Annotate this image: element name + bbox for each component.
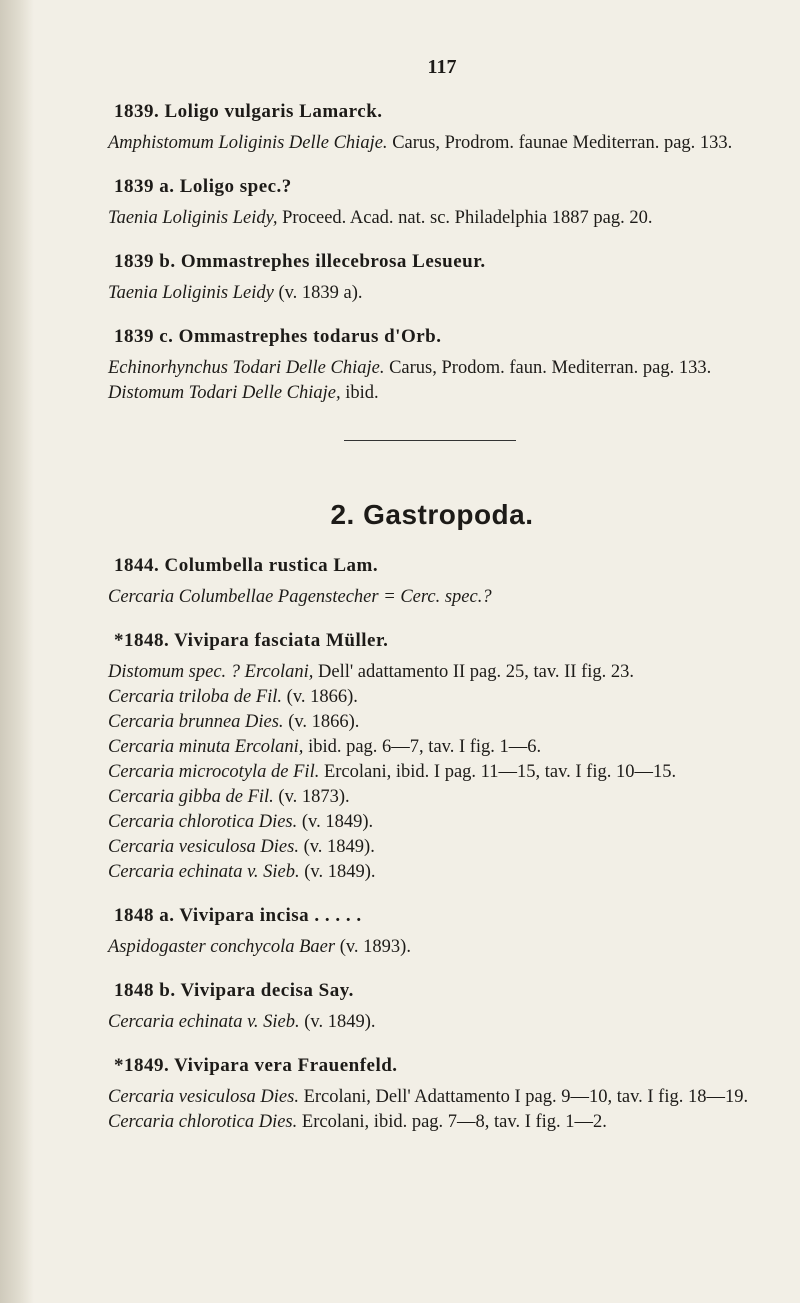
host-entry <box>108 174 756 231</box>
parasite-citation <box>108 660 756 685</box>
host-entry <box>108 1053 756 1135</box>
parasite-name: Aspidogaster conchycola Baer <box>108 937 336 957</box>
page-edge-shadow <box>0 0 34 1303</box>
section-title: 2. Gastropoda. <box>330 499 534 530</box>
reference-text: (v. 1866). <box>283 712 360 732</box>
parasite-name: Cercaria triloba de Fil. <box>108 687 283 707</box>
host-entry <box>108 249 756 306</box>
reference-text: Ercolani, ibid. I pag. 11—15, tav. I fig. 10—15. <box>319 762 677 782</box>
host-entry <box>108 628 756 885</box>
reference-text: Dell' adattamento II pag. 25, tav. II fig. 23. <box>313 662 635 682</box>
parasite-citation <box>108 810 756 835</box>
parasite-name: Cercaria vesiculosa Dies. <box>108 1087 299 1107</box>
reference-text: Carus, Prodrom. faunae Mediterran. pag. 133. <box>387 133 733 153</box>
book-page <box>108 56 756 1153</box>
parasite-name: Cercaria microcotyla de Fil. <box>108 762 320 782</box>
parasite-citation <box>108 356 756 381</box>
parasite-citation <box>108 760 756 785</box>
parasite-citation <box>108 710 756 735</box>
parasite-citation <box>108 131 756 156</box>
section-divider <box>344 440 516 441</box>
host-heading: 1844. Columbella rustica Lam. <box>114 555 379 576</box>
reference-text: (v. 1849). <box>298 837 375 857</box>
reference-text: (v. 1866). <box>282 687 358 707</box>
parasite-name: Taenia Loliginis Leidy <box>108 283 274 303</box>
reference-text: (v. 1849). <box>297 812 374 832</box>
host-heading: 1848 a. Vivipara incisa . . . . . <box>114 905 362 926</box>
parasite-name: Cercaria Columbellae Pagenstecher = Cerc. spec.? <box>108 587 492 607</box>
reference-text: (v. 1873). <box>273 787 350 807</box>
parasite-citation <box>108 860 756 885</box>
reference-text: Ercolani, ibid. pag. 7—8, tav. I fig. 1—2. <box>297 1112 607 1132</box>
parasite-name: Amphistomum Loliginis Delle Chiaje. <box>108 133 388 153</box>
reference-text: Carus, Prodom. faun. Mediterran. pag. 133. <box>384 358 712 378</box>
reference-text: (v. 1839 a). <box>273 283 363 303</box>
host-heading: 1848 b. Vivipara decisa Say. <box>114 980 354 1001</box>
reference-text: (v. 1849). <box>299 1012 376 1032</box>
host-list-gastropoda <box>108 553 756 1135</box>
parasite-name: Distomum spec. ? Ercolani, <box>108 662 314 682</box>
parasite-name: Cercaria gibba de Fil. <box>108 787 274 807</box>
parasite-citation <box>108 206 756 231</box>
parasite-citation <box>108 381 756 406</box>
host-heading: 1839 c. Ommastrephes todarus d'Orb. <box>114 326 442 347</box>
reference-text: (v. 1893). <box>335 937 411 957</box>
parasite-citation <box>108 685 756 710</box>
host-entry <box>108 978 756 1035</box>
parasite-name: Taenia Loliginis Leidy, <box>108 208 278 228</box>
parasite-name: Cercaria minuta Ercolani, <box>108 737 304 757</box>
host-heading: 1839 a. Loligo spec.? <box>114 176 292 197</box>
parasite-name: Cercaria chlorotica Dies. <box>108 1112 298 1132</box>
host-entry <box>108 324 756 406</box>
parasite-name: Distomum Todari Delle Chiaje, <box>108 383 341 403</box>
parasite-citation <box>108 281 756 306</box>
parasite-name: Cercaria echinata v. Sieb. <box>108 862 300 882</box>
reference-text: (v. 1849). <box>299 862 376 882</box>
host-entry <box>108 903 756 960</box>
parasite-name: Echinorhynchus Todari Delle Chiaje. <box>108 358 385 378</box>
parasite-citation <box>108 1085 756 1110</box>
parasite-citation <box>108 735 756 760</box>
parasite-citation <box>108 1010 756 1035</box>
parasite-name: Cercaria echinata v. Sieb. <box>108 1012 300 1032</box>
reference-text: Proceed. Acad. nat. sc. Philadelphia 1887 pag. 20. <box>277 208 653 228</box>
parasite-citation <box>108 935 756 960</box>
host-heading: *1848. Vivipara fasciata Müller. <box>114 630 389 651</box>
parasite-name: Cercaria chlorotica Dies. <box>108 812 298 832</box>
host-entry <box>108 99 756 156</box>
parasite-name: Cercaria brunnea Dies. <box>108 712 284 732</box>
page-number: 117 <box>427 56 457 78</box>
host-heading: *1849. Vivipara vera Frauenfeld. <box>114 1055 398 1076</box>
host-heading: 1839 b. Ommastrephes illecebrosa Lesueur. <box>114 251 486 272</box>
host-list-cephalopoda <box>108 99 756 406</box>
host-heading: 1839. Loligo vulgaris Lamarck. <box>114 101 383 122</box>
parasite-citation <box>108 835 756 860</box>
parasite-citation <box>108 785 756 810</box>
host-entry <box>108 553 756 610</box>
parasite-citation <box>108 585 756 610</box>
reference-text: ibid. <box>340 383 379 403</box>
reference-text: ibid. pag. 6—7, tav. I fig. 1—6. <box>303 737 542 757</box>
reference-text: Ercolani, Dell' Adattamento I pag. 9—10, tav. I fig. 18—19. <box>298 1087 749 1107</box>
parasite-citation <box>108 1110 756 1135</box>
parasite-name: Cercaria vesiculosa Dies. <box>108 837 299 857</box>
